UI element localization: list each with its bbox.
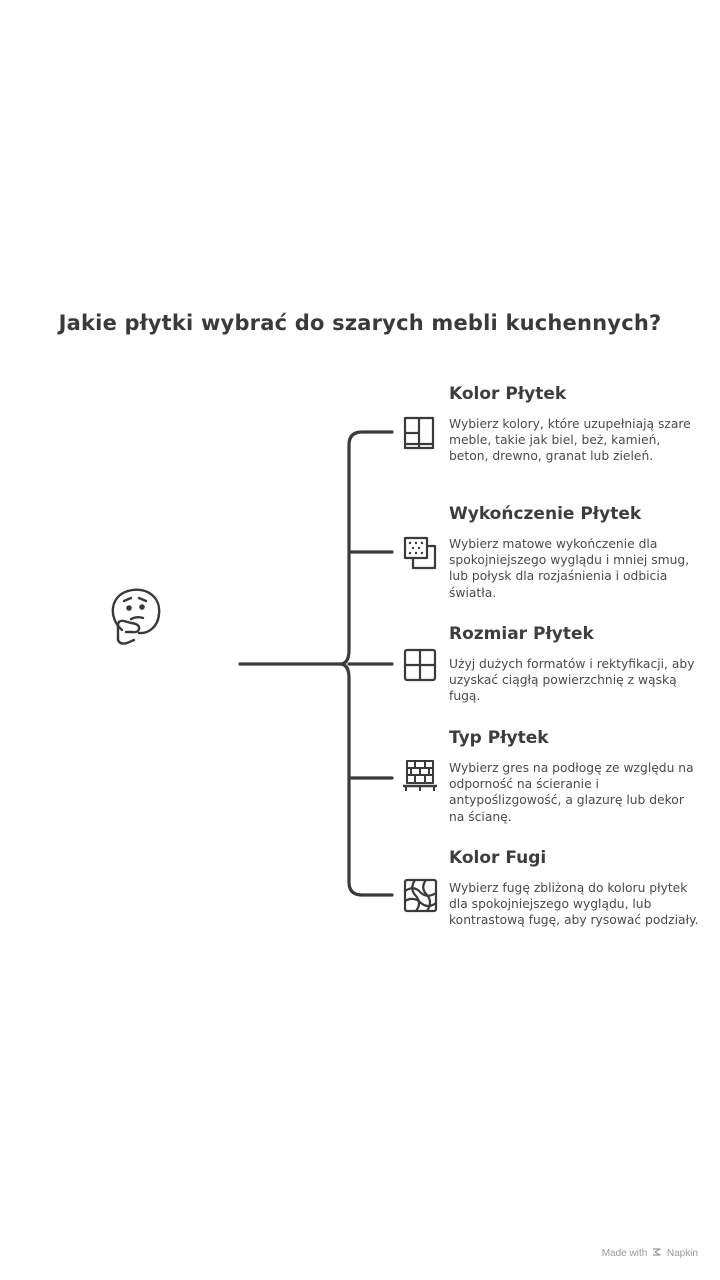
window-panel-icon [405, 418, 433, 448]
dotted-tiles-icon [405, 538, 435, 568]
node-description: Wybierz kolory, które uzupełniają szare meble, takie jak biel, beż, kamień, beton, drewno, granat lub zieleń. [449, 417, 691, 464]
node-title: Kolor Płytek [449, 384, 567, 404]
node-description: Wybierz gres na podłogę ze względu na odporność na ścieranie i antypoślizgowość, a glazurę lub dekor na ścianę. [449, 761, 694, 824]
branch-node-kolor-plytek [449, 383, 699, 465]
branch-node-typ-plytek [449, 727, 699, 825]
napkin-brand-label: Napkin [666, 1248, 698, 1259]
wavy-grout-tile-icon [405, 880, 436, 911]
brick-wall-icon [403, 761, 437, 791]
thinking-face-icon [113, 590, 159, 644]
node-description: Wybierz fugę zbliżoną do koloru płytek dla spokojniejszego wyglądu, lub kontrastową fugę, aby rysować podziały. [449, 881, 699, 928]
four-tile-grid-icon [405, 650, 435, 680]
napkin-logo-icon [652, 1247, 662, 1257]
node-title: Wykończenie Płytek [449, 504, 642, 524]
made-with-napkin-badge[interactable] [602, 1247, 698, 1259]
branch-node-kolor-fugi [449, 847, 699, 929]
page-title: Jakie płytki wybrać do szarych mebli kuchennych? [58, 311, 662, 335]
node-description: Użyj dużych formatów i rektyfikacji, aby uzyskać ciągłą powierzchnię z wąską fugą. [449, 657, 695, 704]
node-description: Wybierz matowe wykończenie dla spokojniejszego wyglądu i mniej smug, lub połysk dla rozjaśnienia i odbicia światła. [449, 537, 690, 600]
made-with-label: Made with [601, 1248, 648, 1259]
node-title: Kolor Fugi [449, 848, 547, 868]
branch-node-rozmiar-plytek [449, 623, 699, 705]
branch-node-wykonczenie-plytek [449, 503, 699, 601]
node-title: Rozmiar Płytek [449, 624, 594, 644]
node-title: Typ Płytek [449, 728, 549, 748]
